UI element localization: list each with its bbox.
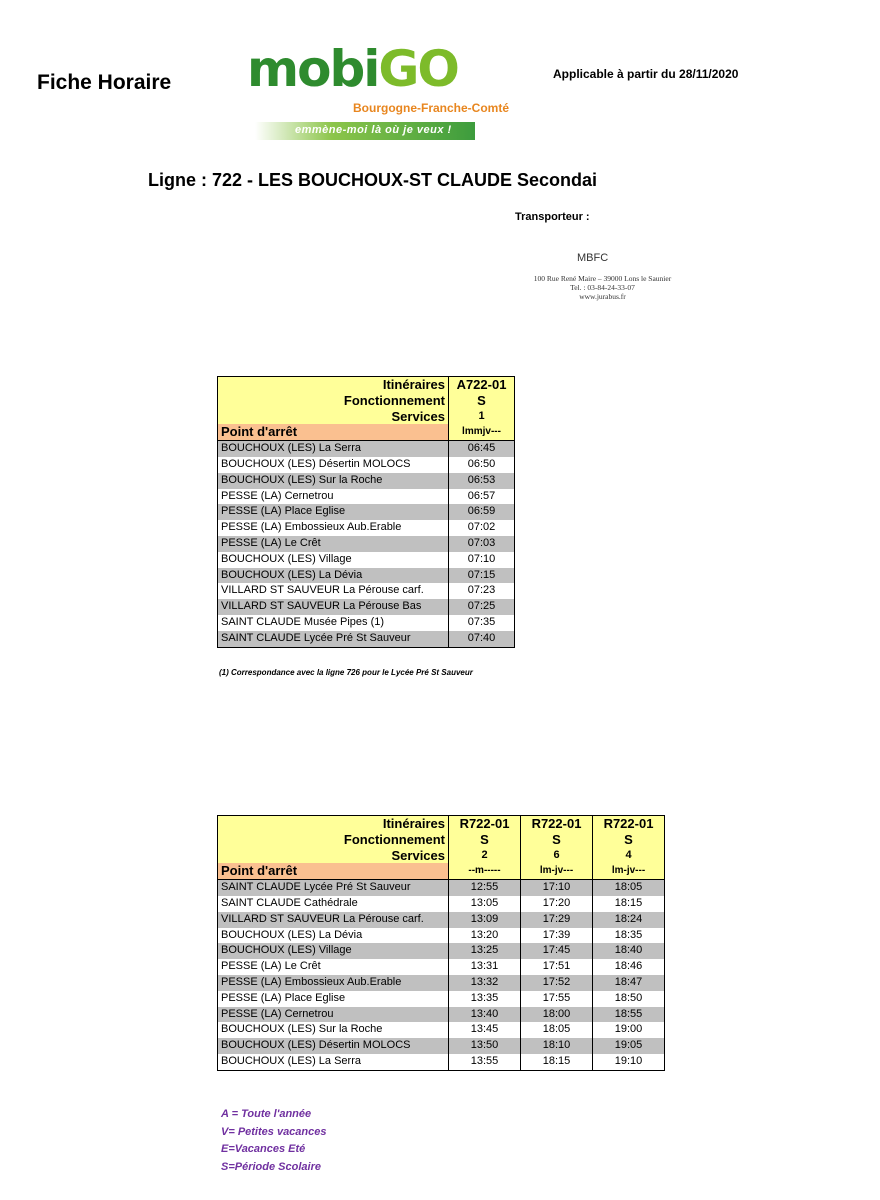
stop-name: VILLARD ST SAUVEUR La Pérouse carf. — [218, 912, 449, 928]
departure-time: 18:15 — [521, 1054, 593, 1070]
timetable-return — [217, 815, 665, 1071]
operating-days: lmmjv--- — [449, 424, 515, 440]
departure-time: 19:00 — [593, 1022, 665, 1038]
header-row-services — [218, 409, 515, 425]
header-row-point-arret — [218, 424, 515, 440]
carrier-address — [510, 274, 695, 301]
departure-time: 06:57 — [449, 489, 515, 505]
header-row-services — [218, 848, 665, 864]
departure-time: 06:53 — [449, 473, 515, 489]
departure-time: 13:20 — [449, 928, 521, 944]
departure-time: 17:52 — [521, 975, 593, 991]
table-row — [218, 975, 665, 991]
table-row — [218, 631, 515, 647]
carrier-label: Transporteur : — [515, 211, 590, 223]
header-value-itineraire: R722-01 — [521, 816, 593, 832]
table-row — [218, 615, 515, 631]
carrier-website: www.jurabus.fr — [579, 292, 626, 301]
departure-time: 17:45 — [521, 943, 593, 959]
logo-word-mo: mo — [247, 40, 330, 98]
stop-name: PESSE (LA) Embossieux Aub.Erable — [218, 975, 449, 991]
stop-name: BOUCHOUX (LES) La Serra — [218, 441, 449, 457]
departure-time: 18:50 — [593, 991, 665, 1007]
stop-name: BOUCHOUX (LES) Désertin MOLOCS — [221, 457, 411, 470]
stop-name: BOUCHOUX (LES) Village — [218, 943, 449, 959]
departure-time: 18:55 — [593, 1007, 665, 1023]
table-row — [218, 599, 515, 615]
departure-time: 07:25 — [449, 599, 515, 615]
stop-name: BOUCHOUX (LES) Sur la Roche — [221, 1023, 383, 1036]
logo-word-go: GO — [378, 40, 458, 98]
header-value-fonctionnement: S — [449, 832, 521, 848]
header-value-service: 1 — [449, 409, 515, 425]
table-row — [218, 536, 515, 552]
departure-time: 18:35 — [593, 928, 665, 944]
header-label-itineraires: Itinéraires — [218, 816, 449, 832]
header-value-fonctionnement: S — [593, 832, 665, 848]
legend-item: E=Vacances Eté — [221, 1143, 306, 1156]
timetable-outbound — [217, 376, 515, 648]
departure-time: 17:20 — [521, 896, 593, 912]
logo-slogan: emmène-moi là où je veux ! — [295, 124, 452, 136]
stop-name: BOUCHOUX (LES) La Serra — [221, 1054, 361, 1067]
table-row — [218, 473, 515, 489]
header-row-fonctionnement — [218, 832, 665, 848]
departure-time: 18:15 — [593, 896, 665, 912]
table-row — [218, 912, 665, 928]
table-row — [218, 1038, 665, 1054]
operating-days: lm-jv--- — [593, 863, 665, 879]
departure-time: 13:50 — [449, 1038, 521, 1054]
table-row — [218, 943, 665, 959]
logo-word-bi: bi — [329, 40, 379, 98]
header-label-services: Services — [218, 409, 449, 425]
departure-time: 13:25 — [449, 943, 521, 959]
departure-time: 18:46 — [593, 959, 665, 975]
header-row-point-arret — [218, 863, 665, 879]
header-value-fonctionnement: S — [521, 832, 593, 848]
departure-time: 13:45 — [449, 1022, 521, 1038]
carrier-address-line: 100 Rue René Maire – 39000 Lons le Saunier — [533, 274, 672, 283]
departure-time: 17:51 — [521, 959, 593, 975]
logo-wordmark — [247, 40, 458, 98]
table-row — [218, 568, 515, 584]
header-value-itineraire: R722-01 — [449, 816, 521, 832]
departure-time: 18:40 — [593, 943, 665, 959]
table-row — [218, 928, 665, 944]
table-row — [218, 896, 665, 912]
page-title: Fiche Horaire — [37, 71, 172, 94]
header-row-fonctionnement — [218, 393, 515, 409]
header-value-service: 6 — [521, 848, 593, 864]
table-row — [218, 441, 515, 457]
table-row — [218, 583, 515, 599]
departure-time: 13:35 — [449, 991, 521, 1007]
legend-item: S=Période Scolaire — [221, 1161, 321, 1174]
departure-time: 07:23 — [449, 583, 515, 599]
line-title: Ligne : 722 - LES BOUCHOUX-ST CLAUDE Secondai — [148, 170, 598, 190]
departure-time: 18:00 — [521, 1007, 593, 1023]
legend-item: A = Toute l'année — [221, 1108, 312, 1120]
departure-time: 17:55 — [521, 991, 593, 1007]
departure-time: 17:10 — [521, 880, 593, 896]
header-label-fonctionnement: Fonctionnement — [218, 832, 449, 848]
stop-name: VILLARD ST SAUVEUR La Pérouse Bas — [218, 599, 449, 615]
departure-time: 06:50 — [449, 457, 515, 473]
point-arret-label: Point d'arrêt — [218, 424, 449, 440]
operating-days: --m----- — [449, 863, 521, 879]
operating-days: lm-jv--- — [521, 863, 593, 879]
departure-time: 07:15 — [449, 568, 515, 584]
departure-time: 13:05 — [449, 896, 521, 912]
header-label-fonctionnement: Fonctionnement — [218, 393, 449, 409]
departure-time: 17:29 — [521, 912, 593, 928]
departure-time: 07:10 — [449, 552, 515, 568]
header-value-service: 4 — [593, 848, 665, 864]
table-row — [218, 1022, 665, 1038]
table-row — [218, 504, 515, 520]
stop-name: BOUCHOUX (LES) Sur la Roche — [218, 473, 449, 489]
carrier-phone: Tel. : 03-84-24-33-07 — [570, 283, 635, 292]
departure-time: 18:47 — [593, 975, 665, 991]
stop-name: PESSE (LA) Place Eglise — [218, 504, 449, 520]
table-row — [218, 489, 515, 505]
point-arret-label: Point d'arrêt — [218, 863, 449, 879]
table-row — [218, 1007, 665, 1023]
table-footnote: (1) Correspondance avec la ligne 726 pour le Lycée Pré St Sauveur — [219, 668, 473, 677]
departure-time: 07:35 — [449, 615, 515, 631]
header-row-itineraires — [218, 816, 665, 832]
header-value-fonctionnement: S — [449, 393, 515, 409]
stop-name: PESSE (LA) Cernetrou — [218, 1007, 449, 1023]
departure-time: 18:10 — [521, 1038, 593, 1054]
stop-name: PESSE (LA) Le Crêt — [218, 536, 449, 552]
departure-time: 19:10 — [593, 1054, 665, 1070]
departure-time: 07:02 — [449, 520, 515, 536]
legend-item: V= Petites vacances — [221, 1125, 327, 1138]
stop-name: SAINT CLAUDE Lycée Pré St Sauveur — [218, 631, 449, 647]
legend — [221, 1106, 327, 1177]
header-row-itineraires — [218, 377, 515, 393]
table-row — [218, 1054, 665, 1070]
departure-time: 19:05 — [593, 1038, 665, 1054]
stop-name: SAINT CLAUDE Lycée Pré St Sauveur — [218, 880, 449, 896]
departure-time: 12:55 — [449, 880, 521, 896]
table-row — [218, 552, 515, 568]
header-label-itineraires: Itinéraires — [218, 377, 449, 393]
stop-name: SAINT CLAUDE Musée Pipes (1) — [221, 615, 385, 628]
stop-name: BOUCHOUX (LES) La Dévia — [218, 568, 449, 584]
stop-name: BOUCHOUX (LES) Désertin MOLOCS — [218, 1038, 449, 1054]
table-row — [218, 880, 665, 896]
departure-time: 18:05 — [521, 1022, 593, 1038]
departure-time: 13:40 — [449, 1007, 521, 1023]
departure-time: 06:59 — [449, 504, 515, 520]
departure-time: 13:55 — [449, 1054, 521, 1070]
table-row — [218, 520, 515, 536]
mobigo-logo — [245, 40, 535, 143]
header-value-service: 2 — [449, 848, 521, 864]
header-label-services: Services — [218, 848, 449, 864]
table-row — [218, 991, 665, 1007]
logo-region: Bourgogne-Franche-Comté — [353, 101, 509, 115]
stop-name: SAINT CLAUDE Cathédrale — [221, 896, 358, 909]
applicable-date: Applicable à partir du 28/11/2020 — [553, 67, 739, 81]
departure-time: 06:45 — [449, 441, 515, 457]
stop-name: PESSE (LA) Le Crêt — [221, 960, 321, 973]
departure-time: 13:31 — [449, 959, 521, 975]
table-row — [218, 959, 665, 975]
header-value-itineraire: A722-01 — [449, 377, 515, 393]
stop-name: PESSE (LA) Embossieux Aub.Erable — [221, 521, 402, 534]
departure-time: 18:24 — [593, 912, 665, 928]
departure-time: 13:09 — [449, 912, 521, 928]
departure-time: 07:03 — [449, 536, 515, 552]
departure-time: 18:05 — [593, 880, 665, 896]
stop-name: PESSE (LA) Cernetrou — [221, 489, 334, 502]
table-row — [218, 457, 515, 473]
carrier-name: MBFC — [577, 252, 609, 264]
stop-name: VILLARD ST SAUVEUR La Pérouse carf. — [221, 584, 424, 597]
departure-time: 13:32 — [449, 975, 521, 991]
departure-time: 17:39 — [521, 928, 593, 944]
stop-name: BOUCHOUX (LES) Village — [221, 552, 352, 565]
stop-name: PESSE (LA) Place Eglise — [221, 991, 346, 1004]
departure-time: 07:40 — [449, 631, 515, 647]
header-value-itineraire: R722-01 — [593, 816, 665, 832]
stop-name: BOUCHOUX (LES) La Dévia — [221, 928, 363, 941]
